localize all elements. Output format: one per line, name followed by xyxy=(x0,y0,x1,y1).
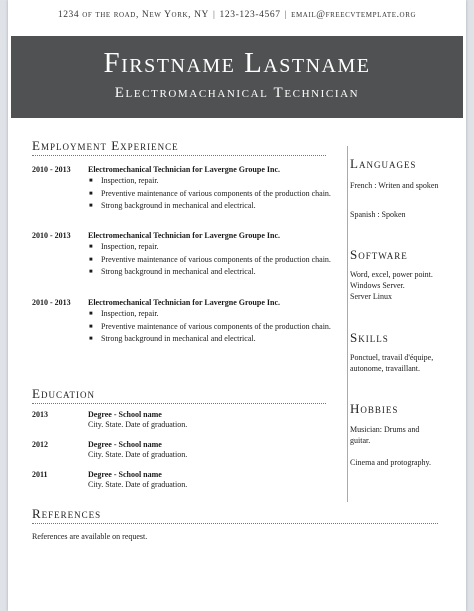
education-location: City. State. Date of graduation. xyxy=(88,480,188,489)
references-heading: References xyxy=(32,506,102,521)
name-banner xyxy=(11,36,463,118)
full-name: Firstname Lastname xyxy=(103,47,371,79)
job-dates: 2010 - 2013 xyxy=(32,231,71,240)
skills-heading: Skills xyxy=(350,330,389,345)
contact-line xyxy=(8,0,466,26)
references-rule xyxy=(32,523,438,524)
skills-item: Ponctuel, travail d'équipe, autonome, travaillant. xyxy=(350,353,434,373)
job-bullet: ■ Preventive maintenance of various components of the production chain. xyxy=(101,255,331,266)
languages-item: Spanish : Spoken xyxy=(350,210,406,219)
education-degree: Degree - School name xyxy=(88,410,162,419)
job-title: Electromachanical Technician xyxy=(114,85,360,101)
job-bullet: ■ Strong background in mechanical and electrical. xyxy=(101,267,331,278)
software-item: Word, excel, power point. xyxy=(350,270,433,279)
job-role: Electromechanical Technician for Lavergne Groupe Inc. xyxy=(88,231,280,240)
hobbies-item: Cinema and protography. xyxy=(350,458,432,467)
job-bullet: ■ Preventive maintenance of various components of the production chain. xyxy=(101,322,331,333)
education-year: 2013 xyxy=(32,410,48,419)
contact-separator: | xyxy=(213,10,216,20)
job-dates: 2010 - 2013 xyxy=(32,165,71,174)
job-dates: 2010 - 2013 xyxy=(32,298,71,307)
software-item: Windows Server. xyxy=(350,281,405,290)
hobbies-item: Musician: Drums and guitar. xyxy=(350,425,420,445)
contact-address: 1234 of the road, New York, NY xyxy=(57,10,209,20)
job-bullet: ■ Inspection, repair. xyxy=(101,176,331,187)
software-item: Server Linux xyxy=(350,292,392,301)
resume-page xyxy=(8,0,466,611)
job-bullet: ■ Inspection, repair. xyxy=(101,309,331,320)
education-location: City. State. Date of graduation. xyxy=(88,450,188,459)
job-role: Electromechanical Technician for Lavergne Groupe Inc. xyxy=(88,165,280,174)
education-year: 2011 xyxy=(32,470,48,479)
education-location: City. State. Date of graduation. xyxy=(88,420,188,429)
languages-item: French : Writen and spoken xyxy=(350,181,439,190)
job-role: Electromechanical Technician for Lavergne Groupe Inc. xyxy=(88,298,280,307)
contact-separator: | xyxy=(284,10,288,20)
languages-heading: Languages xyxy=(350,156,417,171)
job-bullets xyxy=(88,176,331,214)
education-year: 2012 xyxy=(32,440,48,449)
education-degree: Degree - School name xyxy=(88,470,162,479)
education-heading: Education xyxy=(32,386,95,401)
software-heading: Software xyxy=(350,247,408,262)
references-text: References are available on request. xyxy=(32,532,148,541)
employment-heading: Employment Experience xyxy=(32,138,179,153)
contact-email: email@freecvtemplate.org xyxy=(291,10,417,20)
job-bullets xyxy=(88,242,331,280)
job-bullet: ■ Preventive maintenance of various components of the production chain. xyxy=(101,189,331,200)
job-bullet: ■ Strong background in mechanical and electrical. xyxy=(101,201,331,212)
contact-phone: 123-123-4567 xyxy=(219,10,281,20)
employment-rule xyxy=(32,155,326,156)
job-bullets xyxy=(88,309,331,347)
education-degree: Degree - School name xyxy=(88,440,162,449)
hobbies-heading: Hobbies xyxy=(350,401,399,416)
sidebar-divider xyxy=(347,146,348,502)
education-rule xyxy=(32,403,326,404)
job-bullet: ■ Strong background in mechanical and electrical. xyxy=(101,334,331,345)
job-bullet: ■ Inspection, repair. xyxy=(101,242,331,253)
